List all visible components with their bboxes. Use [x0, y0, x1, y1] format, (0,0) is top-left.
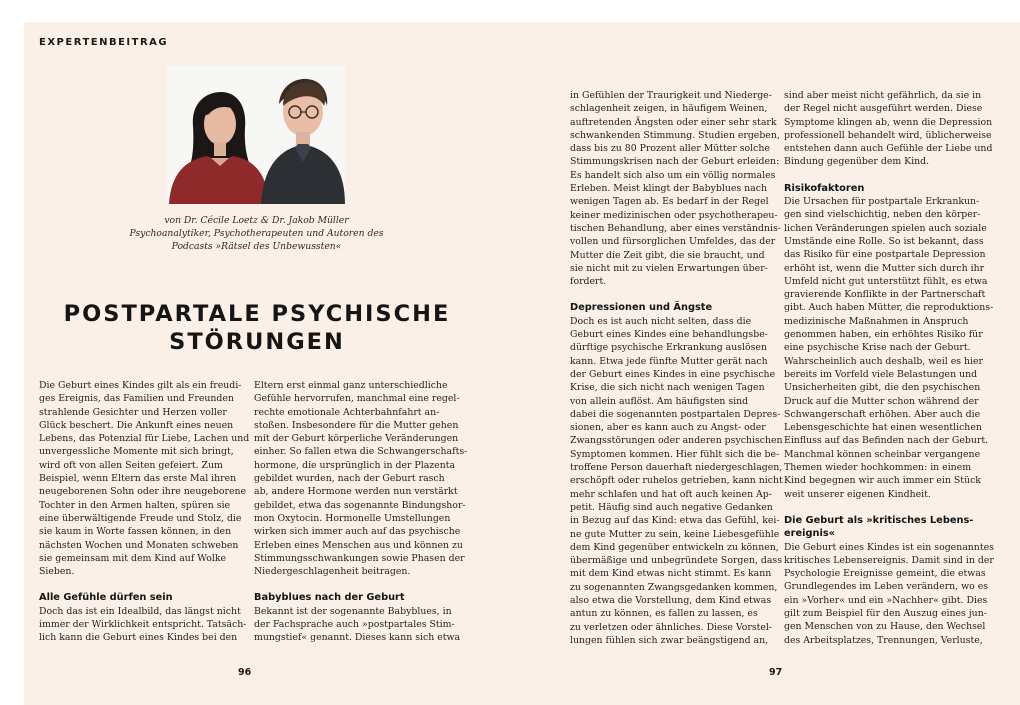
text-line: weit unserer eigenen Kindheit. [784, 488, 931, 500]
text-line: Erleben eines Menschen aus und können zu [254, 539, 463, 551]
text-line: kritisches Lebensereignis. Damit sind in der [784, 554, 994, 566]
text-line: der Geburt eines Kindes in eine psychische [570, 368, 776, 380]
text-line: zu sogenannten Zwangsgedanken kommen, [570, 581, 778, 593]
text-line: mit der Geburt körperliche Veränderungen [254, 433, 459, 445]
text-line: Lebensgeschichte hat einen wesentlichen [784, 422, 982, 434]
text-line: gen Menschen von zu Hause, den Wechsel [784, 621, 986, 633]
text-line: rechte emotionale Achterbahnfahrt an- [254, 406, 440, 418]
caption-line: von Dr. Cécile Loetz & Dr. Jakob Müller [164, 215, 349, 226]
text-line: Niedergeschlagenheit beitragen. [254, 566, 411, 578]
text-line: Stimmungsschwankungen sowie Phasen der [254, 552, 465, 564]
text-line: Manchmal können scheinbar vergangene [784, 448, 981, 460]
text-line: mehr schlafen und hat oft auch keinen Ap- [570, 488, 772, 500]
text-line: immer der Wirklichkeit entspricht. Tatsäch- [39, 619, 247, 631]
text-line: ne gute Mutter zu sein, keine Liebesgefühle [570, 528, 780, 540]
subheading: Risikofaktoren [784, 182, 865, 194]
subheading: Depressionen und Ängste [570, 302, 713, 314]
caption-line: Podcasts »Rätsel des Unbewussten« [171, 241, 342, 252]
text-line: Doch das ist ein Idealbild, das längst nicht [39, 605, 241, 617]
text-line: Beispiel, wenn Eltern das erste Mal ihren [39, 473, 237, 485]
text-line: erschöpft oder ruhelos getrieben, kann nicht [570, 475, 783, 487]
text-column-2 [254, 379, 467, 645]
text-line: übermäßige und unbegründete Sorgen, dass [570, 555, 783, 567]
text-line: Stimmungskrisen nach der Geburt erleiden: [570, 156, 780, 168]
paragraph [39, 605, 249, 645]
text-column-4 [784, 89, 994, 647]
text-line: sind aber meist nicht gefährlich, da sie in [784, 90, 982, 101]
paragraph [254, 605, 467, 645]
text-line: keiner medizinischen oder psychotherapeu- [570, 209, 778, 221]
text-line: Bindung gegenüber dem Kind. [784, 156, 930, 168]
left-page [24, 22, 522, 705]
text-line: Umfeld nicht gut unterstützt fühlt, es etwa [784, 275, 988, 287]
text-line: Tochter in den Armen halten, spüren sie [39, 499, 231, 511]
text-line: dem Kind gegenüber entwickeln zu können, [570, 541, 779, 553]
text-line: Lebens, das Potenzial für Liebe, Lachen und [39, 433, 250, 445]
headline-line: STÖRUNGEN [169, 329, 345, 355]
text-line: vollen und fürsorglichen Umfeldes, das der [570, 236, 776, 248]
text-column-3 [570, 89, 783, 647]
text-line: Symptome klingen ab, wenn die Depression [784, 116, 993, 128]
subheading-line: ereignis« [784, 528, 835, 540]
text-column-1 [39, 379, 249, 645]
text-line: das Risiko für eine postpartale Depression [784, 249, 986, 261]
text-line: in Bezug auf das Kind: etwa das Gefühl, kei- [570, 515, 780, 527]
text-line: nächsten Wochen und Monaten schweben [39, 539, 239, 551]
text-line: troffene Person dauerhaft niedergeschlagen, [570, 462, 783, 474]
text-line: Die Geburt eines Kindes gilt als ein freudi- [39, 380, 242, 391]
text-line: sie kaum in Worte fassen können, in den [39, 526, 232, 538]
text-line: der Regel nicht ausgeführt werden. Diese [784, 103, 983, 115]
text-line: gebildet wurden, nach der Geburt rasch [254, 473, 445, 485]
text-line: Psychologie Ereignisse gemeint, die etwas [784, 568, 986, 580]
text-line: unvergessliche Momente mit sich bringt, [39, 446, 234, 458]
paragraph [784, 89, 994, 169]
text-line: Die Geburt eines Kindes ist ein sogenanntes [784, 541, 994, 553]
text-line: Wahrscheinlich auch deshalb, weil es hier [784, 355, 984, 367]
text-line: entstehen dann auch Gefühle der Liebe und [784, 143, 993, 155]
text-line: genommen haben, ein erhöhtes Risiko für [784, 329, 983, 341]
text-line: sionen, aber es kann auch zu Angst- oder [570, 422, 766, 434]
text-line: Glück beschert. Die Ankunft eines neuen [39, 419, 234, 431]
text-line: ges Ereignis, das Familien und Freunden [39, 393, 234, 405]
text-line: Grundlegendes im Leben verändern, wo es [784, 581, 989, 593]
text-line: eine überwältigende Freude und Stolz, die [39, 512, 242, 524]
text-line: Umstände eine Rolle. So ist bekannt, dass [784, 235, 984, 247]
text-line: Es handelt sich also um ein völlig normales [570, 169, 776, 181]
text-line: gilt zum Beispiel für den Auszug eines jun- [784, 607, 987, 619]
text-line: wenigen Tagen ab. Es bedarf in der Regel [570, 196, 769, 208]
text-line: zu verletzen oder ähnliches. Diese Vorstel- [570, 621, 773, 633]
text-line: dürftige psychische Erkrankung auslösen [570, 342, 767, 354]
text-line: mon Oxytocin. Hormonelle Umstellungen [254, 512, 451, 524]
text-line: gen sind vielschichtig, neben den körper- [784, 209, 981, 221]
text-line: ab, andere Hormone werden nun verstärkt [254, 486, 458, 498]
paragraph [570, 89, 783, 288]
text-line: Sieben. [39, 566, 75, 578]
text-line: in Gefühlen der Traurigkeit und Niederge- [570, 90, 772, 101]
text-line: mit dem Kind etwas nicht stimmt. Es kann [570, 568, 772, 580]
text-line: Doch es ist auch nicht selten, dass die [570, 315, 752, 327]
text-line: wirken sich immer auch auf das psychische [254, 526, 461, 538]
paragraph [784, 541, 994, 647]
text-line: Einfluss auf das Befinden nach der Geburt. [784, 435, 989, 447]
page-number-right: 97 [769, 667, 783, 678]
page-number-left: 96 [238, 667, 252, 678]
text-line: lichen Veränderungen spielen auch soziale [784, 222, 987, 234]
text-line: medizinische Maßnahmen in Anspruch [784, 315, 969, 327]
text-line: fordert. [570, 276, 607, 288]
text-line: mungstief« genannt. Dieses kann sich etwa [254, 632, 461, 644]
text-line: des Arbeitsplatzes, Trennungen, Verluste, [784, 634, 983, 646]
text-line: Themen wieder hochkommen: in einem [784, 462, 972, 474]
text-line: schlagenheit zeigen, in häufigem Weinen, [570, 103, 768, 115]
text-line: Eltern erst einmal ganz unterschiedliche [254, 380, 448, 391]
text-line: ein »Vorher« und ein »Nachher« gibt. Dies [784, 594, 988, 606]
text-line: also etwa die Vorstellung, dem Kind etwas [570, 594, 772, 606]
text-line: eine psychische Krise nach der Geburt. [784, 342, 971, 354]
text-line: lich kann die Geburt eines Kindes bei den [39, 632, 238, 644]
text-line: dass bis zu 80 Prozent aller Mütter solche [570, 143, 770, 155]
text-line: petit. Häufig sind auch negative Gedanken [570, 501, 773, 513]
text-line: gravierende Konflikte in der Partnerschaft [784, 289, 986, 301]
article-headline [44, 300, 470, 356]
text-line: Geburt eines Kindes eine behandlungsbe- [570, 329, 768, 341]
text-line: bereits im Vorfeld viele Belastungen und [784, 368, 978, 380]
author-portrait-photo [167, 66, 345, 204]
text-line: gebildet, etwa das sogenannte Bindungshor- [254, 499, 466, 511]
paragraph [254, 379, 467, 578]
text-line: dabei die sogenannten postpartalen Depres- [570, 408, 781, 420]
text-line: wird oft von allen Seiten gefeiert. Zum [39, 459, 223, 471]
text-line: schwankenden Stimmung. Studien ergeben, [570, 129, 780, 141]
paragraph [784, 195, 994, 501]
book-spread [24, 22, 1020, 705]
subheading: Babyblues nach der Geburt [254, 592, 405, 604]
subheading: Alle Gefühle dürfen sein [39, 592, 173, 604]
author-caption [119, 214, 394, 253]
text-line: auftretenden Ängsten oder einer sehr stark [570, 116, 777, 128]
caption-line: Psychoanalytiker, Psychotherapeuten und Autoren des [129, 228, 384, 239]
text-line: der Fachsprache auch »postpartales Stim- [254, 619, 455, 631]
text-line: gibt. Auch haben Mütter, die reproduktions- [784, 302, 994, 314]
text-line: Druck auf die Mutter schon während der [784, 395, 979, 407]
text-line: sie gemeinsam mit dem Kind auf Wolke [39, 552, 227, 564]
text-line: Gefühle hervorrufen, manchmal eine regel- [254, 393, 460, 405]
text-line: lungen fühlen sich zwar beängstigend an, [570, 634, 769, 646]
subheading-line: Die Geburt als »kritisches Lebens- [784, 514, 974, 526]
text-line: Bekannt ist der sogenannte Babyblues, in [254, 605, 452, 617]
text-line: von allein auflöst. Am häufigsten sind [570, 395, 749, 407]
right-page [522, 22, 1020, 705]
text-line: Mutter die Zeit gibt, die sie braucht, und [570, 249, 765, 261]
text-line: kann. Etwa jede fünfte Mutter gerät nach [570, 355, 768, 367]
headline-line: POSTPARTALE PSYCHISCHE [63, 301, 451, 327]
text-line: Erleben. Meist klingt der Babyblues nach [570, 183, 768, 195]
text-line: stoßen. Insbesondere für die Mutter gehen [254, 419, 459, 431]
text-line: hormone, die ursprünglich in der Plazenta [254, 459, 456, 471]
text-line: Die Ursachen für postpartale Erkrankun- [784, 196, 980, 208]
section-kicker: EXPERTENBEITRAG [39, 37, 169, 48]
text-line: Krise, die sich nicht nach wenigen Tagen [570, 382, 765, 394]
text-line: Zwangsstörungen oder anderen psychischen [570, 435, 783, 447]
text-line: professionell behandelt wird, üblicherweise [784, 129, 992, 141]
text-line: erhöht ist, wenn die Mutter sich durch ihr [784, 262, 985, 274]
text-line: Schwangerschaft erhöhen. Aber auch die [784, 408, 981, 420]
text-line: Unsicherheiten gibt, die den psychischen [784, 382, 981, 394]
author-portrait-illustration [167, 66, 345, 204]
text-line: Symptomen kommen. Hier fühlt sich die be- [570, 448, 780, 460]
text-line: strahlende Gesichter und Herzen voller [39, 406, 227, 418]
text-line: einher. So fallen etwa die Schwangerschafts- [254, 446, 468, 458]
text-line: neugeborenen Sohn oder ihre neugeborene [39, 486, 247, 498]
paragraph [570, 315, 783, 647]
text-line: antun zu können, es fallen zu lassen, es [570, 608, 758, 620]
text-line: tischen Behandlung, aber eines verständnis- [570, 222, 781, 234]
paragraph [39, 379, 249, 578]
text-line: sie nicht mit zu vielen Erwartungen über- [570, 262, 768, 274]
subheading [784, 514, 994, 541]
text-line: Kind begegnen wir auch immer ein Stück [784, 475, 981, 487]
